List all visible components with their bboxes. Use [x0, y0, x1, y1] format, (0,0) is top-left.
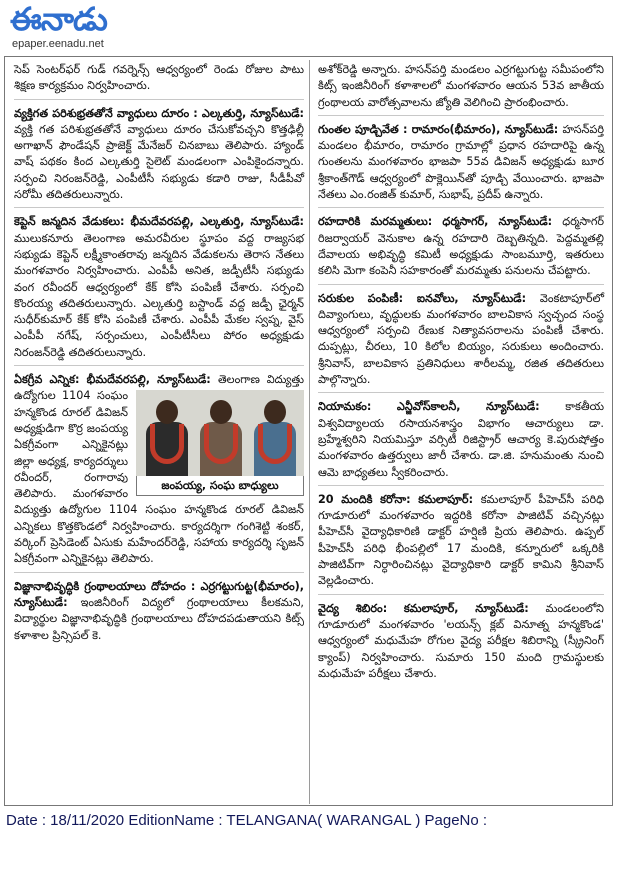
story-kicker: వ్యక్తిగత పరిశుభ్రతతోనే వ్యాధులు దూరం : ఎల్కతుర్తి, న్యూస్‌టుడే: — [14, 106, 304, 120]
story-left-4 — [14, 365, 304, 568]
story-body: తెలంగాణ విద్యుత్తు ఉద్యోగుల 1104 సంఘం హన్మకొండ రూరల్ డివిజన్ అధ్యక్షుడిగా కొర్ర జంపయ్య ఏకగ్రీవంగా ఎన్నికైనట్లు జిల్లా అధ్యక్ష, కార్యదర్శులు రవీందర్, రంగారావు తెలిపారు. మంగళవారం విద్యుత్తు ఉద్యోగుల 1104 సంఘం హన్మకొండ రూరల్ డివిజన్ ఎన్నికలు కొత్తకొండలో నిర్వహించారు. కార్యదర్శిగా గంగిశెట్టి శంకర్, వర్కింగ్ ప్రెసిడెంట్ ఏసుకు మహేందర్‌రెడ్డి, సహాయ కార్యదర్శి సృజన్ ఏకగ్రీవంగా ఎన్నికైనట్లు తెలిపారు. — [14, 373, 304, 566]
person-figure — [198, 398, 244, 476]
story-kicker: విజ్ఞానాభివృద్ధికి గ్రంథాలయాలు దోహదం : ఎర్రగట్టుగుట్ట(భీమారం), న్యూస్‌టుడే: — [14, 579, 304, 609]
edition-info-footer: Date : 18/11/2020 EditionName : TELANGANA( WARANGAL ) PageNo : — [6, 812, 488, 829]
story-body: ఇంజినీరింగ్ విద్యలో గ్రంథాలయాలు కీలకమని, విద్యార్థుల విజ్ఞానాభివృద్ధికి గ్రంథాలయాలు దోహదపడుతాయని కిట్స్ కళాశాల ప్రిన్సిపల్ కె. — [14, 595, 304, 642]
person-figure — [252, 398, 298, 476]
eenadu-logo[interactable]: ఈనాడు — [10, 1, 107, 37]
story-body: అశోక్‌రెడ్డి అన్నారు. హసన్‌పర్తి మండలం ఎర్రగట్టుగుట్ట సమీపంలోని కిట్స్ ఇంజినీరింగ్ కళాశాలలో మంగళవారం ఆయన 53వ జాతీయ గ్రంథాలయ వారోత్సవాలను జ్యోతి వెలిగించి ప్రారంభించారు. — [318, 63, 604, 109]
story-kicker: ఏకగ్రీవ ఎన్నిక: భీమదేవరపల్లి, న్యూస్‌టుడే: — [14, 373, 218, 387]
story-kicker: వైద్య శిబిరం: కమలాపూర్, న్యూస్‌టుడే: — [318, 601, 546, 615]
column-divider — [309, 60, 310, 804]
masthead — [10, 2, 170, 54]
story-body: వ్యక్తి గత పరిశుభ్రతతోనే వ్యాధులు దూరం చేసుకోవచ్చని కొత్తఢిల్లీ అగాఖాన్ ఫౌండేషన్ ప్రాజెక్ట్ మేనేజర్ చినబాబు తెలిపారు. హ్యాండ్ వాష్ పథకం కింద ఎల్కతుర్తి సైలెట్ మండలంగా ఎంపికైందన్నారు. సర్పంచి నిరంజన్‌రెడ్డి, ఎంపీటీసీ సభ్యుడు కడారి రాజు, సీడీపీవో సరోమీ తదితరులున్నారు. — [14, 122, 304, 202]
site-url: epaper.eenadu.net — [12, 38, 104, 50]
story-left-1 — [14, 62, 304, 95]
story-kicker: గుంతల పూడ్చివేత : రామారం(భీమారం), న్యూస్‌టుడే: — [318, 122, 563, 136]
story-left-5 — [14, 572, 304, 644]
story-left-3 — [14, 207, 304, 361]
story-left-2 — [14, 99, 304, 204]
story-kicker: కెప్టెన్ జన్మదిన వేడుకలు: భీమదేవరపల్లి, ఎల్కతుర్తి, న్యూస్‌టుడే: — [14, 215, 304, 229]
story-right-4 — [318, 284, 604, 389]
story-body: ధర్మసాగర్ రిజర్వాయర్ వెనుకాల ఉన్న రహదారి దెబ్బతిన్నది. పెద్దమ్మతల్లి దేవాలయ అభివృద్ధి కమిటీ అధ్యక్షుడు సాంబమూర్తి, ఇతరులు కలిసి మెగా కంపెనీ సహకారంతో మరమ్మతు పనులను చేపట్టారు. — [318, 215, 604, 278]
story-body: కాకతీయ విశ్వవిద్యాలయ రసాయనశాస్త్రం విభాగం ఆచార్యులు డా. బ్రహ్మేశ్వరిని నియమిస్తూ వర్సిటీ రిజిస్ట్రార్ ఆచార్య కె.పురుషోత్తం మంగళవారం ఉత్తర్వులు జారీ చేశారు. డా.జి. హనుమంతు నుంచి ఆమె బాధ్యతలు స్వీకరించారు. — [318, 400, 604, 479]
story-right-7 — [318, 594, 604, 682]
story-photo[interactable] — [136, 390, 304, 496]
person-figure — [144, 398, 190, 476]
story-kicker: 20 మందికి కరోనా: కమలాపూర్: — [318, 492, 481, 506]
story-body: వెంకటాపూర్‌లో దివ్యాంగులు, వృద్ధులకు మంగళవారం బాలవికాస స్వచ్ఛంద సంస్థ ఆధ్వర్యంలో సర్పంచి రేణుక నిత్యావసరాలను పంపిణీ చేశారు. దుప్పట్లు, చీరలు, 10 కిలోల బియ్యం, సరుకులు అందించారు. శ్రీనివాస్, బాలవికాస ప్రతినిధులు శారీలమ్మ, రజిత తదితరులు పాల్గొన్నారు. — [318, 291, 604, 387]
story-right-6 — [318, 485, 604, 590]
story-kicker: సరుకుల పంపిణీ: ఐనవోలు, న్యూస్‌టుడే: — [318, 291, 540, 305]
story-kicker: నియామకం: ఎన్జీవోస్‌కాలనీ, న్యూస్‌టుడే: — [318, 400, 566, 414]
story-body: కమలాపూర్ పీహెచ్‌సీ పరిధి గూడూరులో మంగళవారం ఇద్దరికి కరోనా పాజిటివ్ వచ్చినట్లు పీహెచ్‌సీ వైద్యాధికారిణి డాక్టర్ హర్షిణి ప్రియ తెలిపారు. ఉప్పల్ పీహెచ్‌సీ పరిధి భీంపల్లిలో 17 మందికి, కన్నూరులో ఒక్కరికి పాజిటివ్‌గా నిర్ధారించినట్లు వైద్యాధికారి డాక్టర్ కామిని శ్రీనివాస్ వెల్లడించారు. — [318, 492, 604, 588]
story-right-3 — [318, 207, 604, 279]
story-body: మండలంలోని గూడూరులో మంగళవారం 'లయన్స్ క్లబ్ వినూత్న హన్మకొండ' ఆధ్వర్యంలో మధుమేహ రోగుల వైద్య పరీక్షల శిబిరాన్ని (స్క్రీనింగ్ క్యాంప్) నిర్వహించారు. సుమారు 150 మంది గ్రామస్థులకు మధుమేహ పరీక్షలు చేశారు. — [318, 601, 604, 680]
story-right-2 — [318, 115, 604, 203]
story-kicker: రహదారికి మరమ్మతులు: ధర్మసాగర్, న్యూస్‌టుడే: — [318, 215, 563, 229]
left-column — [14, 62, 304, 648]
story-body: సెప్ సెంటర్‌ఫర్ గుడ్ గవర్నెన్స్ ఆధ్వర్యంలో రెండు రోజుల పాటు శిక్షణ కార్యక్రమం నిర్వహించారు. — [14, 63, 304, 93]
story-right-5 — [318, 392, 604, 480]
story-right-1 — [318, 62, 604, 111]
right-column — [318, 62, 604, 686]
group-photo-image — [136, 390, 304, 476]
photo-caption: జంపయ్య, సంఘ బాధ్యులు — [136, 476, 304, 496]
story-body: హసన్‌పర్తి మండలం భీమారం, రామారం గ్రామాల్లో ప్రధాన రహదారిపై ఉన్న గుంతలను మంగళవారం భాజపా 55వ డివిజన్ అధ్యక్షుడు బూర శ్రీకాంత్‌గౌడ్ ఆధ్వర్యంలో పొక్లెయిన్‌తో పూడ్చి వేయించారు. భాజపా నేతలు ఎం.రంజిత్ కుమార్, సుభాష్, ప్రదీప్ ఉన్నారు. — [318, 122, 604, 202]
story-body: ములుకనూరు తెలంగాణ అమరవీరుల స్థూపం వద్ద రాజ్యసభ సభ్యుడు కెప్టెన్ లక్ష్మీకాంతరావు జన్మదిన వేడుకలను తెరాస నేతలు మంగళవారం నిర్వహించారు. ఎంపీపీ అనిత, జడ్పీటీసీ సభ్యుడు వంగ రవీందర్ ఆధ్వర్యంలో కేక్ కోసి పంపిణీ చేశారు. సర్పంచి కొంరయ్య తదితరులున్నారు. ఎల్కతుర్తి బస్టాండ్ వద్ద జడ్పీ ఛైర్మన్ సుధీర్‌కుమార్ కేక్ కోసి పంపిణీ చేశారు. ఎంపీపీ మేకల స్వప్న, వైస్ ఎంపీపీ నగేష్, సర్పంచులు, ఎంపీటీసీలు పోరం అధ్యక్షుడు నిరంజన్‌రెడ్డి తదితరులున్నారు. — [14, 231, 304, 359]
